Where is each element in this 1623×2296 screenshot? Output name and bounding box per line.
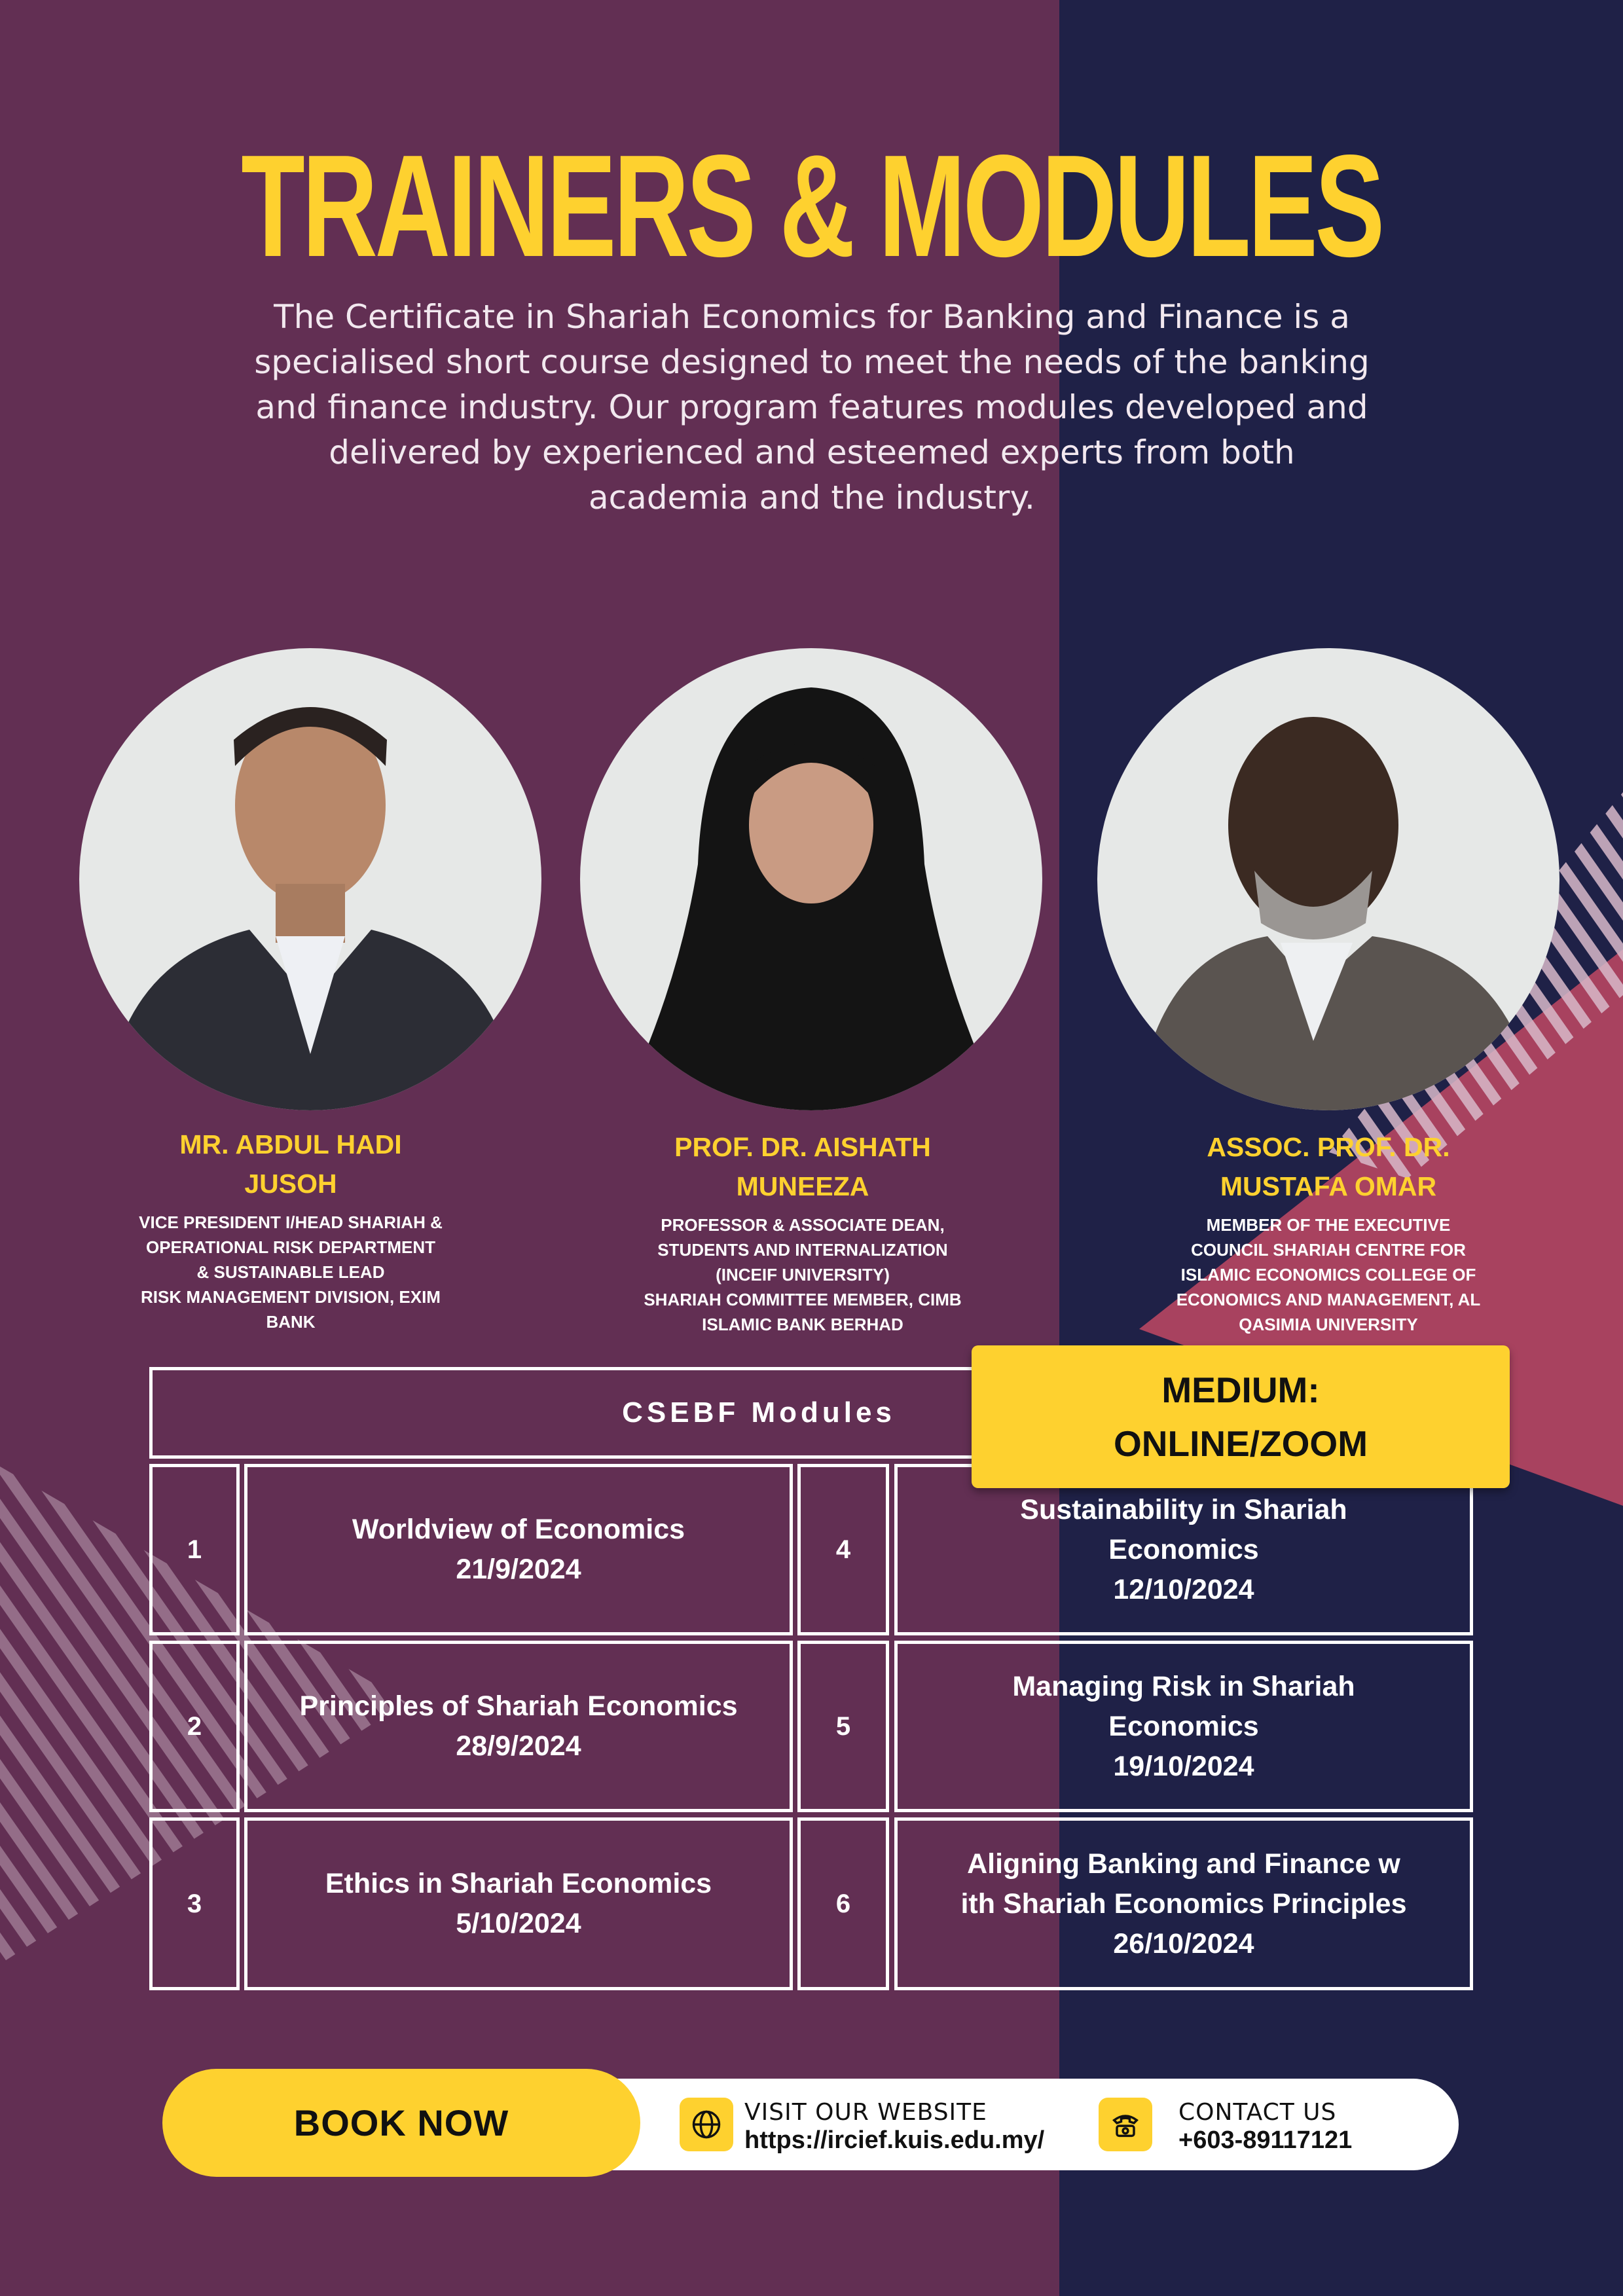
- module-cell-2: Principles of Shariah Economics 28/9/2024: [244, 1641, 793, 1812]
- trainer-card-1: [55, 1125, 526, 1334]
- module-number: 5: [797, 1641, 889, 1812]
- trainer-role: VICE PRESIDENT I/HEAD SHARIAH & OPERATIONAL RISK DEPARTMENT & SUSTAINABLE LEAD RISK MANAGEMENT DIVISION, EXIM BANK: [139, 1212, 443, 1332]
- module-cell-5: Managing Risk in Shariah Economics 19/10/2024: [894, 1641, 1473, 1812]
- trainer-name: MR. ABDUL HADI JUSOH: [179, 1129, 402, 1199]
- website-info[interactable]: [744, 2099, 1044, 2154]
- contact-label: CONTACT US: [1178, 2099, 1337, 2126]
- module-cell-4: Sustainability in Shariah Economics 12/10/2024: [894, 1464, 1473, 1635]
- module-cell-6: Aligning Banking and Finance w ith Shariah Economics Principles 26/10/2024: [894, 1817, 1473, 1990]
- book-now-button[interactable]: BOOK NOW: [162, 2069, 640, 2177]
- trainer-photo-2: [580, 648, 1042, 1110]
- modules-header: CSEBF Modules: [149, 1367, 1473, 1459]
- trainer-name: ASSOC. PROF. DR. MUSTAFA OMAR: [1207, 1132, 1450, 1201]
- intro-paragraph: The Certificate in Shariah Economics for Banking and Finance is a specialised short course designed to meet the needs of the banking and finance industry. Our program features modules developed and delivered by experienced and esteemed experts from both academia and the industry.: [254, 298, 1370, 517]
- module-cell-3: Ethics in Shariah Economics 5/10/2024: [244, 1817, 793, 1990]
- trainer-name: PROF. DR. AISHATH MUNEEZA: [674, 1132, 931, 1201]
- trainer-card-3: [1093, 1127, 1564, 1337]
- trainer-role: PROFESSOR & ASSOCIATE DEAN, STUDENTS AND INTERNALIZATION (INCEIF UNIVERSITY) SHARIAH COMMITTEE MEMBER, CIMB ISLAMIC BANK BERHAD: [644, 1215, 962, 1334]
- module-number: 1: [149, 1464, 240, 1635]
- medium-badge: MEDIUM: ONLINE/ZOOM: [972, 1345, 1510, 1488]
- module-number: 2: [149, 1641, 240, 1812]
- trainer-photo-1: [79, 648, 541, 1110]
- website-label: VISIT OUR WEBSITE: [744, 2099, 987, 2126]
- module-number: 3: [149, 1817, 240, 1990]
- contact-info[interactable]: [1178, 2099, 1352, 2154]
- globe-icon[interactable]: [680, 2098, 733, 2151]
- contact-phone[interactable]: +603-89117121: [1178, 2126, 1353, 2154]
- page-title: TRAINERS & MODULES: [241, 125, 1382, 287]
- module-number: 4: [797, 1464, 889, 1635]
- website-link[interactable]: https://ircief.kuis.edu.my/: [744, 2126, 1045, 2154]
- phone-icon[interactable]: [1099, 2098, 1152, 2151]
- trainer-role: MEMBER OF THE EXECUTIVE COUNCIL SHARIAH CENTRE FOR ISLAMIC ECONOMICS COLLEGE OF ECONOMICS AND MANAGEMENT, AL QASIMIA UNIVERSITY: [1176, 1215, 1481, 1334]
- trainer-photo-3: [1097, 648, 1559, 1110]
- module-cell-1: Worldview of Economics 21/9/2024: [244, 1464, 793, 1635]
- trainer-card-2: [567, 1127, 1038, 1337]
- module-number: 6: [797, 1817, 889, 1990]
